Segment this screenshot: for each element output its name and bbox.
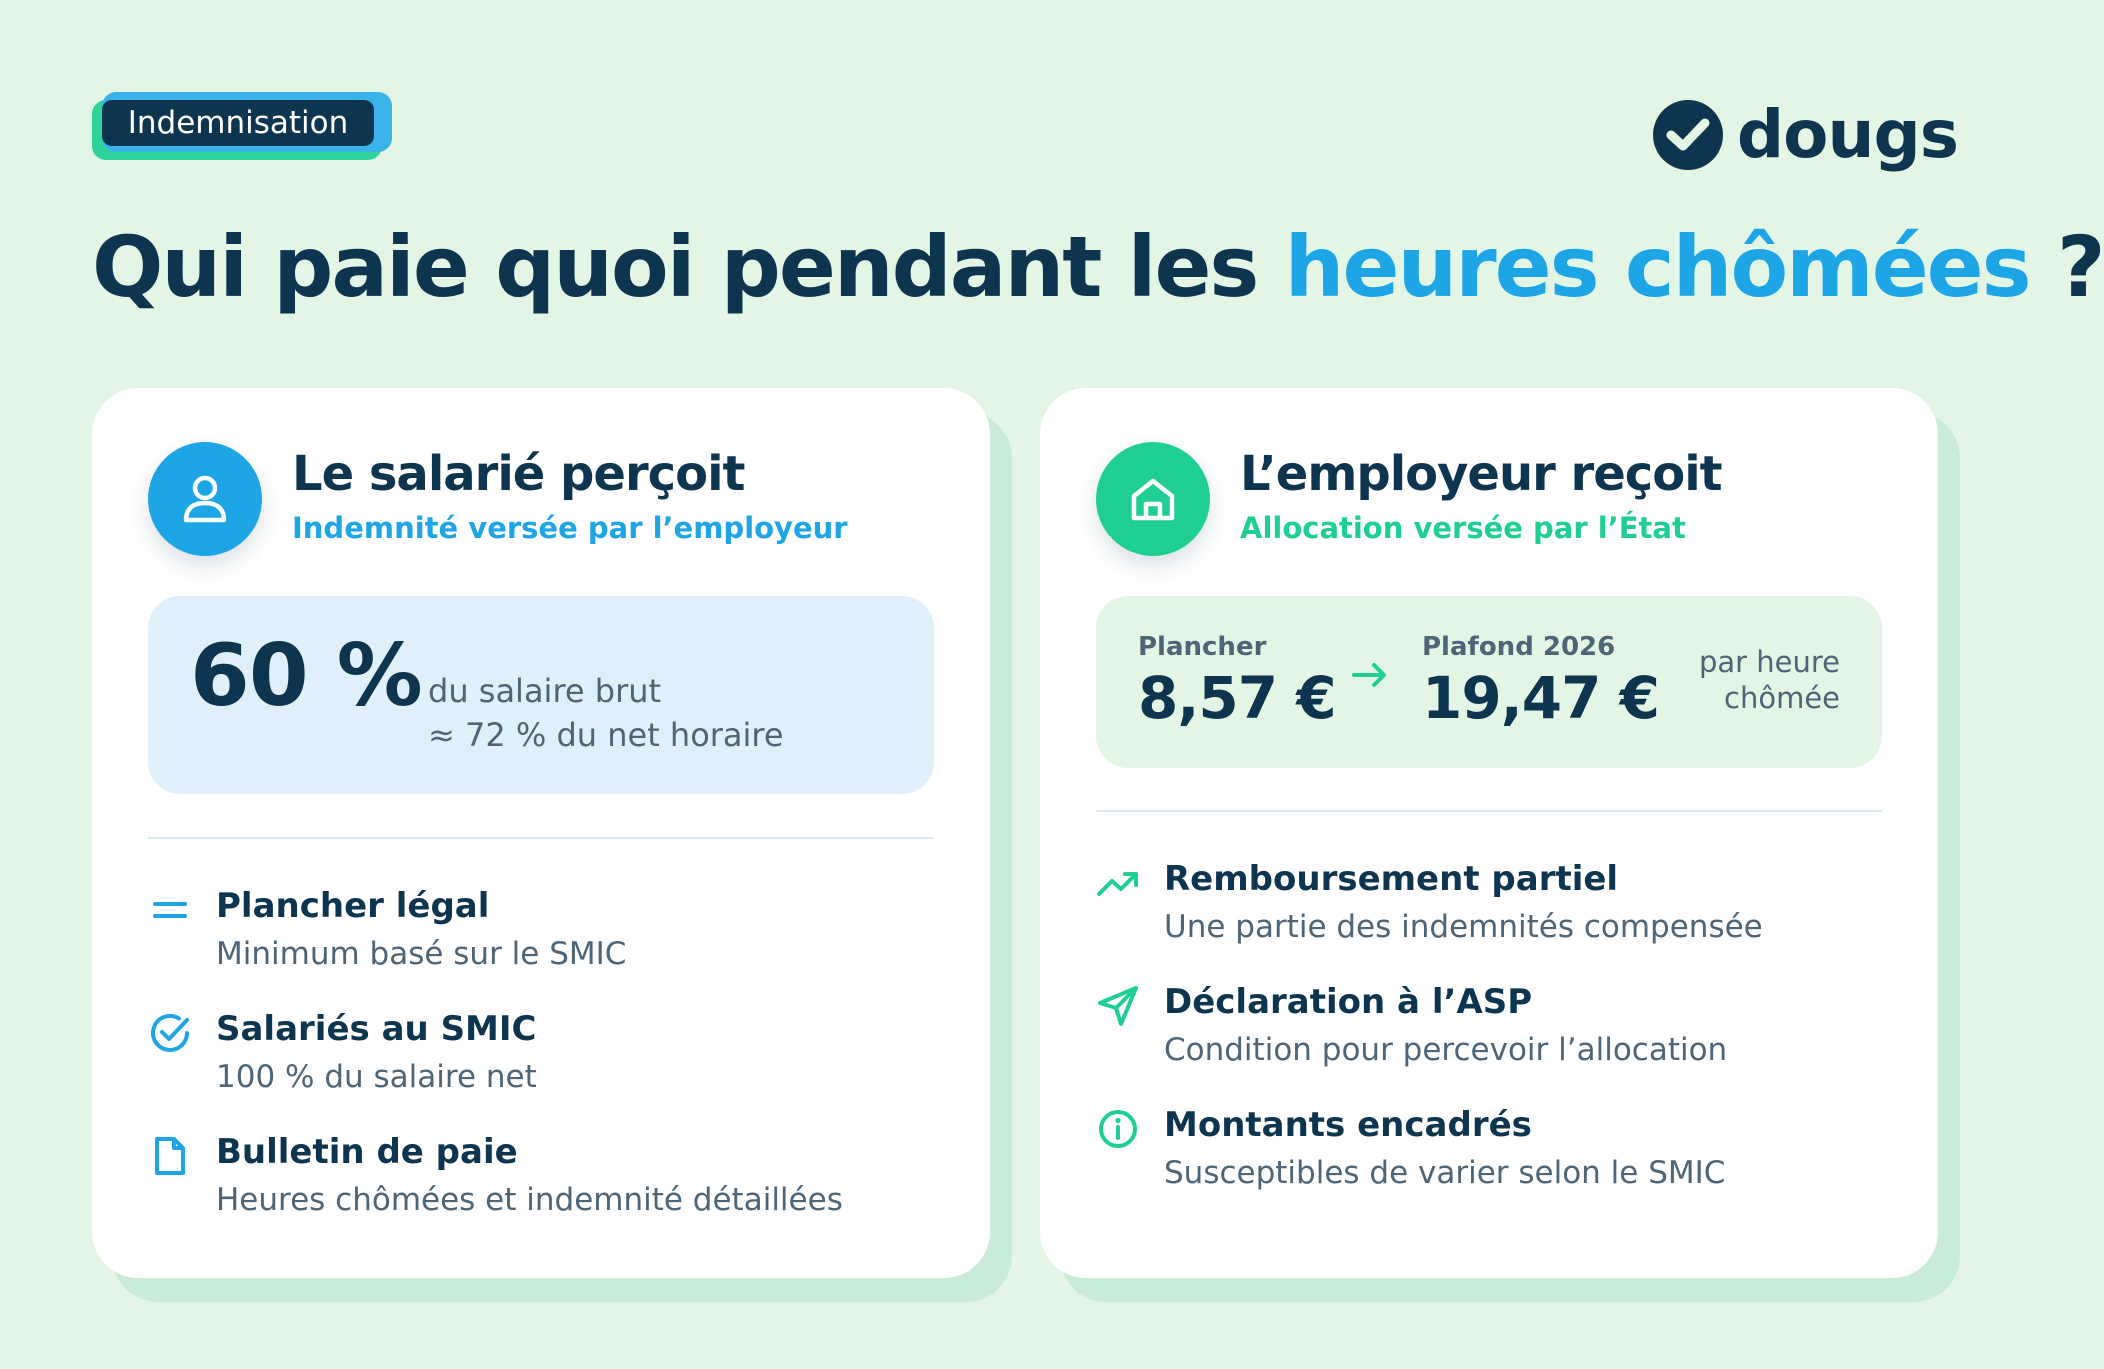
allocation-range-box xyxy=(1096,596,1882,768)
card-subtitle: Allocation versée par l’État xyxy=(1240,511,1686,545)
title-part1: Qui paie quoi pendant les xyxy=(92,218,1285,316)
item-desc: Susceptibles de varier selon le SMIC xyxy=(1164,1155,1726,1191)
list-item xyxy=(1096,857,1896,980)
card-header xyxy=(148,442,848,556)
item-desc: Condition pour percevoir l’allocation xyxy=(1164,1032,1728,1068)
percentage-box xyxy=(148,596,934,794)
trending-up-icon xyxy=(1096,861,1140,905)
document-icon xyxy=(148,1134,192,1178)
range-note-line2: chômée xyxy=(1724,681,1840,715)
cap-value: 19,47 € xyxy=(1422,664,1660,732)
item-title: Salariés au SMIC xyxy=(216,1009,537,1049)
divider xyxy=(1096,810,1882,812)
logo xyxy=(1653,96,1958,173)
page-title xyxy=(92,218,2104,316)
card-header xyxy=(1096,442,1722,556)
send-icon xyxy=(1096,984,1140,1028)
range-note xyxy=(1699,644,1840,716)
user-icon xyxy=(148,442,262,556)
percentage-value: 60 % xyxy=(190,626,422,726)
employee-list xyxy=(148,884,948,1253)
check-circle-icon xyxy=(1653,100,1723,170)
card-title: L’employeur reçoit xyxy=(1240,446,1722,502)
logo-text: dougs xyxy=(1736,96,1958,173)
home-icon xyxy=(1096,442,1210,556)
info-icon xyxy=(1096,1107,1140,1151)
percentage-line1: du salaire brut xyxy=(428,672,662,710)
list-item xyxy=(148,884,948,1007)
percentage-line2: ≈ 72 % du net horaire xyxy=(428,716,784,754)
equals-icon xyxy=(148,888,192,932)
item-desc: 100 % du salaire net xyxy=(216,1059,537,1095)
cap-label: Plafond 2026 xyxy=(1422,632,1616,662)
arrow-right-icon xyxy=(1350,660,1390,694)
floor-value: 8,57 € xyxy=(1138,664,1336,732)
item-desc: Une partie des indemnités compensée xyxy=(1164,909,1763,945)
list-item xyxy=(1096,980,1896,1103)
item-title: Déclaration à l’ASP xyxy=(1164,982,1533,1022)
list-item xyxy=(148,1007,948,1130)
item-title: Remboursement partiel xyxy=(1164,859,1619,899)
title-highlight: heures chômées xyxy=(1284,218,2030,316)
employer-list xyxy=(1096,857,1896,1226)
list-item xyxy=(1096,1103,1896,1226)
card-subtitle: Indemnité versée par l’employeur xyxy=(292,511,848,545)
item-desc: Minimum basé sur le SMIC xyxy=(216,936,627,972)
tag-label: Indemnisation xyxy=(102,100,374,146)
item-desc: Heures chômées et indemnité détaillées xyxy=(216,1182,843,1218)
check-circle-icon xyxy=(148,1011,192,1055)
floor-label: Plancher xyxy=(1138,632,1267,662)
divider xyxy=(148,837,934,839)
employer-card xyxy=(1040,388,1938,1278)
list-item xyxy=(148,1130,948,1253)
category-tag xyxy=(92,92,392,160)
title-part2: ? xyxy=(2029,218,2104,316)
item-title: Montants encadrés xyxy=(1164,1105,1532,1145)
item-title: Plancher légal xyxy=(216,886,490,926)
employee-card xyxy=(92,388,990,1278)
item-title: Bulletin de paie xyxy=(216,1132,518,1172)
card-title: Le salarié perçoit xyxy=(292,446,745,502)
range-note-line1: par heure xyxy=(1698,645,1840,679)
